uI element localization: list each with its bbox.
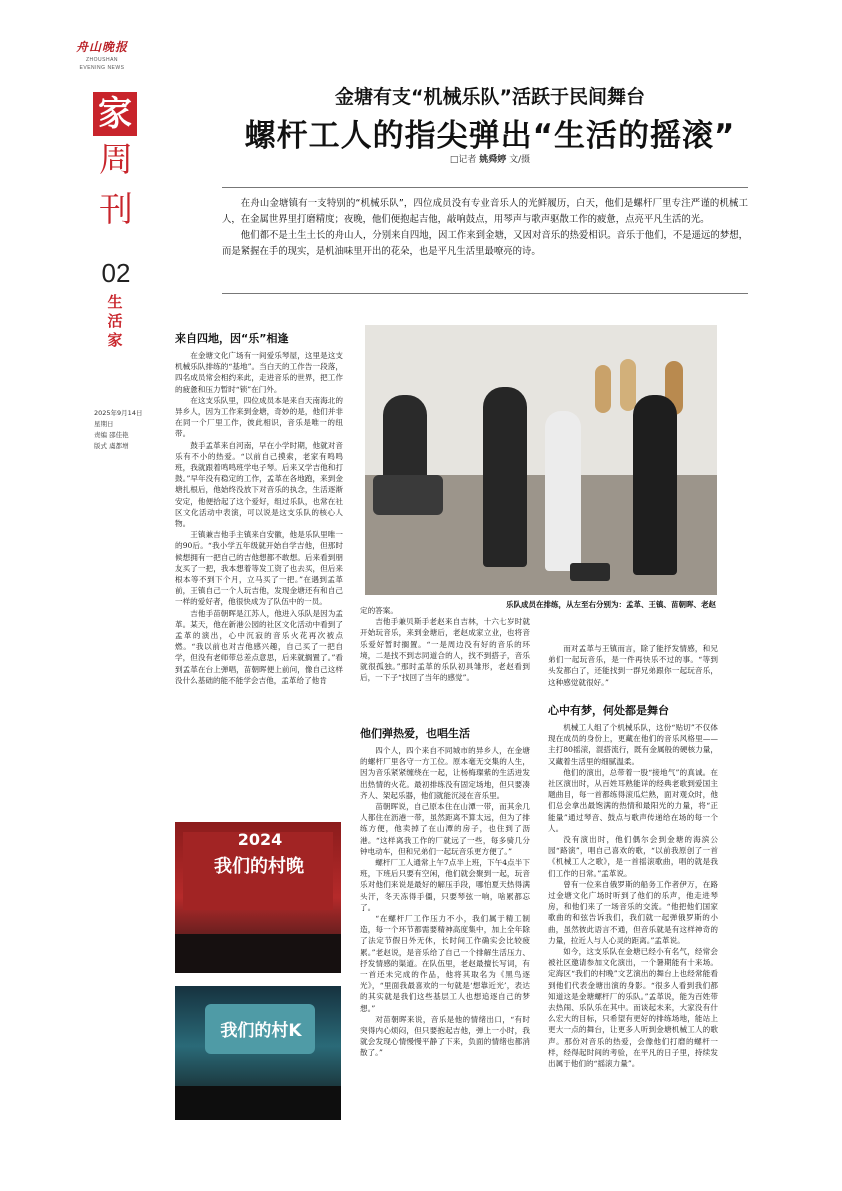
logo-english-line-1: ZHOUSHAN [85, 57, 119, 63]
drummer [383, 395, 427, 485]
lead-paragraph: 在舟山金塘镇有一支特别的“机械乐队”，四位成员没有专业音乐人的光鲜履历，白天，他们是螺杆厂里专注严谨的机械工人，在金属世界里打磨精度；夜晚，他们便抱起吉他，敲响鼓点，用琴声与歌声驱散工作的疲惫，点亮平凡生活的光。 [222, 198, 748, 225]
column-1-text [175, 350, 343, 686]
newspaper-logo [70, 38, 134, 71]
photo-caption: 乐队成员在排练，从左至右分别为：孟革、王镇、苗朝晖、老赵 [506, 600, 716, 609]
main-headline: 螺杆工人的指尖弹出“生活的摇滚” [244, 118, 736, 154]
issue-weekday: 星期日 [94, 420, 114, 428]
paragraph: 在这支乐队里，四位成员本是来自天南海北的异乡人，因为工作来到金塘，奇妙的是，他们并非在同一个厂里工作，彼此相识，音乐是唯一的纽带。 [175, 395, 343, 439]
paragraph: “在螺杆厂工作压力不小，我们属于精工制造，每一个环节都需要精神高度集中，加上全年除了法定节假日外无休，长时间工作确实会比较疲累。”老赵说，是音乐给了自己一个排解生活压力、抒发情感的渠道。在队伍里，老赵最擅长写词，有一首还未完成的作品，他将其取名为《黑鸟逐光》，“里面我最喜欢的一句就是‘想靠近光’，表达的其实就是我们这些基层工人也想追逐自己的梦想。” [360, 914, 530, 1013]
paragraph: 而对孟革与王镇而言，除了能抒发情感，和兄弟们一起玩音乐，是一件再快乐不过的事。“等到头发都白了，还能找到一群兄弟跟你一起玩音乐，这种感觉就很好。” [548, 644, 718, 687]
byline [200, 152, 780, 165]
guitarist-white-shirt [545, 411, 581, 571]
amplifier [570, 563, 610, 581]
section-name [104, 293, 126, 350]
column-3-text [548, 722, 718, 1069]
paragraph: 对苗朝晖来说，音乐是他的情绪出口，“有时突得内心烦闷，但只要抱起吉他，弹上一小时，我就会发现心情慢慢平静了下来，负面的情绪也都消散了。” [360, 1014, 530, 1058]
subhead-1: 来自四地，因“乐”相逢 [175, 332, 289, 345]
section-name-char-1: 生 [107, 293, 123, 311]
stage-banner-title: 我们的村晚 [214, 856, 304, 877]
section-badge: 家 [93, 92, 137, 136]
paragraph: 他们的演出，总带着一股“接地气”的真诚。在社区演出时，从百姓耳熟能详的经典老歌到爱国主题曲目，每一首都练得滚瓜烂熟，面对观众时，他们总会拿出最饱满的热情和最阳光的力量，将“正能量”通过琴音、鼓点与歌声传递给在场的每一个人。 [548, 767, 718, 833]
section-name-char-3: 家 [107, 331, 123, 349]
column-2-text-top [360, 605, 530, 683]
lead-bottom-rule [222, 293, 748, 294]
village-gala-stage-photo [175, 822, 341, 973]
lead-top-rule [222, 187, 748, 188]
paragraph: 如今，这支乐队在金塘已经小有名气，经常会被社区邀请参加文化演出，一个暑期能有十来场。定海区“我们的村晚”文艺演出的舞台上也经常能看到他们代表金塘出演的身影。“很多人看到我们都知道这是金塘螺杆厂的乐队。”孟革说，能为百姓带去热闹、乐队乐在其中。而谈起未来，大家没有什么宏大的目标，只希望有更好的排练场地，能站上更大一点的舞台，让更多人听到金塘机械工人的歌声。那份对音乐的热爱，会像他们打磨的螺杆一样，经得起时间的考验，在平凡的日子里，持续发出属于他们的“摇滚力量”。 [548, 947, 718, 1069]
paragraph: 鼓手孟革来自河南，早在小学时期，他就对音乐有不小的热爱。“以前自己摸索，老家有鸣鸣班，我就跟着鸣鸣班学电子琴。后来又学吉他和打鼓。”早年没有稳定的工作，孟革在各地跑，来到金塘扎根后，他始终没放下对音乐的执念，生活逐渐安定，他便拾起了这个爱好，组过乐队，也常在社区文化活动中表演，可以说是这支乐队的核心人物。 [175, 440, 343, 529]
paragraph: 曾有一位来自俄罗斯的船务工作者伊万，在路过金塘文化广场时听到了他们的乐声，他走进琴房，和他们来了一场音乐的交流。“他把他们国家歌曲的和弦告诉我们，我们就一起弹俄罗斯的小曲，虽然彼此语言不通，但音乐就是有这样神奇的力量，拉近人与人心灵的距离。”孟革说。 [548, 879, 718, 945]
paragraph: 吉他手兼贝斯手老赵来自吉林，十六七岁时就开始玩音乐，来到金塘后，老赵成家立业，也将音乐爱好暂时搁置。“一是周边没有好的音乐的环境，二是找不到志同道合的人，找不到搭子，音乐就很孤独。”那时孟革的乐队初具雏形，老赵看到后，一下子“找回了当年的感觉”。 [360, 617, 530, 683]
paragraph: 四个人，四个来自不同城市的异乡人，在金塘的螺杆厂里各守一方工位。原本毫无交集的人生，因为音乐紧紧缠绕在一起，让杨梅璨紫的生活迸发出热情的火花。最初排练没有固定场地，但只要凑齐人、架起乐器，他们就能沉浸在音乐里。 [360, 746, 530, 800]
issue-date: 2025年9月14日 [94, 409, 143, 417]
logo-english-line-2: EVENING NEWS [79, 65, 125, 71]
page-number: 02 [101, 258, 131, 288]
byline-name: 姚舜婷 [479, 155, 507, 165]
drum-kit [373, 475, 443, 515]
lead-paragraph: 他们都不是土生土长的舟山人，分别来自四地，因工作来到金塘，又因对音乐的热爱相识。音乐于他们，不是遥远的梦想，而是紧握在手的现实，是机油味里开出的花朵，也是平凡生活里最嘹亮的诗。 [222, 230, 748, 257]
column-2-text [360, 745, 530, 1059]
stage-banner-year: 2024 [237, 830, 283, 849]
kicker-headline: 金塘有支“机械乐队”活跃于民间舞台 [335, 86, 645, 108]
guitar-on-wall [620, 359, 636, 411]
issue-meta [94, 408, 158, 452]
subhead-3: 心中有梦，何处都是舞台 [548, 704, 669, 717]
issue-layout: 版式 虞都增 [94, 442, 129, 450]
village-karaoke-stage-photo [175, 986, 341, 1120]
audience [175, 934, 341, 973]
lead-paragraphs [222, 196, 748, 260]
paragraph: 王镇兼吉他手主镇来自安徽，他是乐队里唯一的90后。“我小学五年级就开始自学吉他，但那时候想拥有一把自己的吉他想都不敢想。后来看到朋友买了一把，我本想着等发工资了也去买，但后来根本等不到下个月，立马买了一把。”在遇到孟革前，王镇自己一个人玩吉他，发现金塘还有和自己一样的爱好者，他很快成为了队伍中的一员。 [175, 530, 343, 607]
paragraph: 没有演出时，他们偶尔会到金塘的海滨公园“路演”，唱自己喜欢的歌，“以前我原创了一首《机械工人之歌》，是一首摇滚歌曲，唱的就是我们工作的日常。”孟革说。 [548, 835, 718, 878]
issue-editor: 责编 邵佳艳 [94, 431, 129, 439]
paragraph: 苗朝晖说，自己原本住在山潭一带，而其余几人都住在沥港一带，虽然距离不算太远，但为了排练方便，他卖掉了在山潭的房子，也住到了沥港。“这样离我工作的厂就远了一些，每多骑几分钟电动车，但和兄弟们一起玩音乐更方便了。” [360, 802, 530, 856]
stage-screen-text: 我们的村K [220, 1021, 302, 1041]
paragraph: 在金塘文化广场有一间爱乐琴屋，这里是这支机械乐队排练的“基地”。当白天的工作告一段落，四名成员常会相约来此，走进音乐的世界，把工作的疲惫和压力暂时“锁”在门外。 [175, 351, 343, 394]
paragraph: 机械工人组了个机械乐队，这份“贴切”不仅体现在成员的身份上，更藏在他们的音乐风格里——主打80摇滚，混搭流行，既有金属般的硬核力量，又藏着生活里的细腻温柔。 [548, 723, 718, 766]
guitarist-center [483, 387, 527, 567]
audience [175, 1086, 341, 1120]
guitar-on-wall [595, 365, 611, 413]
subhead-2: 他们弹热爱，也唱生活 [360, 727, 470, 740]
byline-prefix: □记者 [449, 155, 477, 165]
paragraph: 吉他手苗朝晖是江苏人，他进入乐队是因为孟革。某天，他在新港公园的社区文化活动中看到了孟革的演出，心中沉寂的音乐火花再次被点燃。“我以前也对吉他感兴趣，自己买了一把自学，但没有老师带总差点意思，后来就搁置了。”看到孟革在台上弹唱，苗朝晖便上前问，像自己这样没什么基础的能不能学会吉他，孟革给了他肯 [175, 608, 343, 685]
section-char-kan: 刊 [99, 190, 133, 230]
paragraph: 定的答案。 [360, 606, 398, 615]
paragraph: 螺杆厂工人通常上午7点半上班，下午4点半下班，下班后只要有空闲，他们就会聚到一起，玩音乐对他们来说是最好的解压手段，哪怕夏天热得满头汗，冬天冻得手僵，只要琴弦一响，啥累都忘了。 [360, 858, 530, 912]
logo-text: 舟山晚报 [75, 40, 128, 54]
section-char-zhou: 周 [99, 140, 133, 180]
guitarist-right [633, 395, 677, 575]
section-name-char-2: 活 [107, 312, 123, 330]
byline-suffix: 文/摄 [509, 155, 531, 165]
band-rehearsal-photo [365, 325, 717, 595]
column-3-text-top [548, 643, 718, 688]
